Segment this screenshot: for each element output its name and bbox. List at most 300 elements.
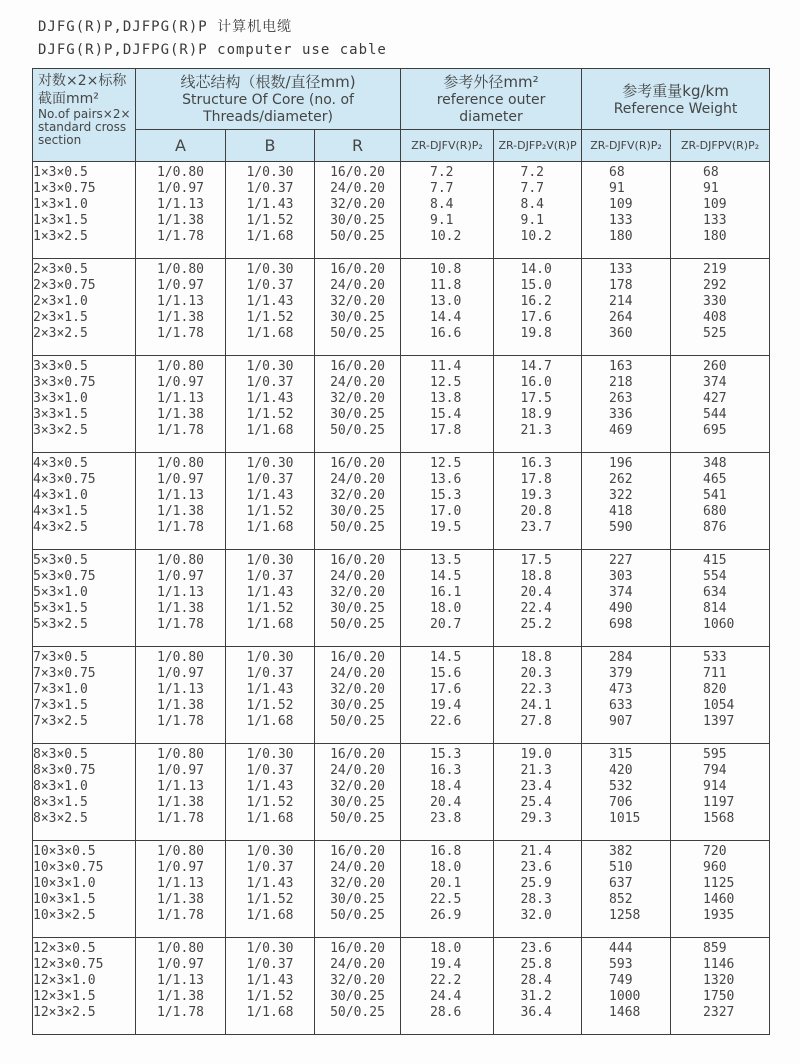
- outer-diameter-zr-djfp2vrp: [494, 811, 582, 841]
- core-structure-b: [226, 453, 315, 473]
- core-structure-a: [136, 744, 226, 764]
- weight-zr-djfpvrp2: [671, 375, 770, 391]
- cell-value: 1125: [703, 876, 735, 891]
- cell-value: 1/1.68: [246, 229, 294, 244]
- outer-diameter-zr-djfvrp2: [401, 294, 494, 310]
- header-core-structure: [136, 69, 401, 130]
- outer-diameter-zr-djfp2vrp: [494, 795, 582, 811]
- core-structure-a: [136, 310, 226, 326]
- weight-zr-djfvrp2: [582, 472, 671, 488]
- cell-value: 1/0.30: [246, 941, 294, 956]
- cell-value: 1/0.97: [157, 860, 204, 875]
- outer-diameter-zr-djfvrp2: [401, 617, 494, 647]
- cell-value: 1/1.43: [246, 294, 294, 309]
- cell-value: 20.8: [520, 504, 552, 519]
- cell-value: 109: [703, 197, 727, 212]
- cell-value: 14.7: [520, 359, 552, 374]
- pairs-spec: 2×3×0.5: [33, 259, 136, 279]
- cell-value: 1/0.30: [246, 165, 294, 180]
- weight-zr-djfvrp2: [582, 957, 671, 973]
- cell-value: 16.3: [430, 763, 462, 778]
- weight-zr-djfvrp2: [582, 973, 671, 989]
- cell-value: 418: [609, 504, 633, 519]
- outer-diameter-zr-djfvrp2: [401, 682, 494, 698]
- cell-value: 16/0.20: [330, 650, 385, 665]
- pairs-spec: 4×3×0.75: [33, 472, 136, 488]
- core-structure-a: [136, 197, 226, 213]
- weight-zr-djfvrp2: [582, 763, 671, 779]
- weight-zr-djfpvrp2: [671, 989, 770, 1005]
- core-structure-r: [315, 259, 401, 279]
- core-structure-b: [226, 294, 315, 310]
- outer-diameter-zr-djfp2vrp: [494, 892, 582, 908]
- cell-value: 1/1.78: [157, 811, 204, 826]
- cell-value: 1060: [703, 617, 735, 632]
- cell-value: 14.0: [520, 262, 552, 277]
- outer-diameter-zr-djfvrp2: [401, 744, 494, 764]
- core-structure-b: [226, 841, 315, 861]
- cell-value: 292: [703, 278, 727, 293]
- weight-zr-djfvrp2: [582, 647, 671, 667]
- core-structure-r: [315, 550, 401, 570]
- cell-value: 16.0: [520, 375, 552, 390]
- cell-value: 15.6: [430, 666, 462, 681]
- cell-value: 1/1.68: [246, 811, 294, 826]
- cell-value: 12.5: [430, 375, 462, 390]
- core-structure-a: [136, 375, 226, 391]
- table-row: [33, 504, 770, 520]
- outer-diameter-zr-djfvrp2: [401, 860, 494, 876]
- cell-value: 1/1.38: [157, 698, 204, 713]
- outer-diameter-zr-djfvrp2: [401, 779, 494, 795]
- cell-value: 720: [703, 844, 727, 859]
- header-weight-en: Reference Weight: [613, 100, 738, 117]
- outer-diameter-zr-djfp2vrp: [494, 938, 582, 958]
- cell-value: 17.5: [520, 553, 552, 568]
- cell-value: 544: [703, 407, 727, 422]
- cell-value: 532: [609, 779, 633, 794]
- cell-value: 24/0.20: [330, 763, 385, 778]
- cell-value: 29.3: [520, 811, 552, 826]
- table-row: [33, 375, 770, 391]
- cell-value: 1/1.43: [246, 197, 294, 212]
- cell-value: 315: [609, 747, 633, 762]
- cell-value: 91: [609, 181, 625, 196]
- cell-value: 1/1.68: [246, 326, 294, 341]
- cell-value: 7.2: [520, 165, 545, 180]
- core-structure-a: [136, 811, 226, 841]
- pairs-spec: 8×3×0.5: [33, 744, 136, 764]
- cell-value: 50/0.25: [330, 811, 385, 826]
- weight-zr-djfpvrp2: [671, 698, 770, 714]
- outer-diameter-zr-djfvrp2: [401, 356, 494, 376]
- core-structure-r: [315, 666, 401, 682]
- table-row: [33, 647, 770, 667]
- cell-value: 263: [609, 391, 633, 406]
- core-structure-a: [136, 229, 226, 259]
- cell-value: 1/0.80: [157, 650, 204, 665]
- outer-diameter-zr-djfvrp2: [401, 181, 494, 197]
- cell-value: 23.8: [430, 811, 462, 826]
- pairs-spec: 12×3×0.75: [33, 957, 136, 973]
- weight-zr-djfvrp2: [582, 259, 671, 279]
- cell-value: 322: [609, 488, 633, 503]
- cell-value: 444: [609, 941, 633, 956]
- weight-zr-djfvrp2: [582, 520, 671, 550]
- cell-value: 8.4: [430, 197, 454, 212]
- cell-value: 1/1.68: [246, 908, 294, 923]
- cell-value: 1/1.52: [246, 310, 294, 325]
- core-structure-a: [136, 682, 226, 698]
- cable-spec-table: [32, 68, 770, 1035]
- cell-value: 1/0.97: [157, 569, 204, 584]
- outer-diameter-zr-djfvrp2: [401, 453, 494, 473]
- core-structure-b: [226, 310, 315, 326]
- cell-value: 8.4: [520, 197, 545, 212]
- cell-value: 473: [609, 682, 633, 697]
- cell-value: 19.4: [430, 698, 462, 713]
- weight-zr-djfvrp2: [582, 908, 671, 938]
- header-reference-weight: [582, 69, 770, 130]
- weight-zr-djfpvrp2: [671, 860, 770, 876]
- outer-diameter-zr-djfvrp2: [401, 472, 494, 488]
- weight-zr-djfvrp2: [582, 892, 671, 908]
- pairs-spec: 10×3×0.75: [33, 860, 136, 876]
- core-structure-r: [315, 229, 401, 259]
- outer-diameter-zr-djfvrp2: [401, 811, 494, 841]
- cell-value: 30/0.25: [330, 989, 385, 1004]
- cell-value: 180: [703, 229, 727, 244]
- outer-diameter-zr-djfp2vrp: [494, 841, 582, 861]
- cell-value: 32/0.20: [330, 391, 385, 406]
- outer-diameter-zr-djfvrp2: [401, 375, 494, 391]
- pairs-spec: 3×3×2.5: [33, 423, 136, 453]
- core-structure-b: [226, 472, 315, 488]
- cell-value: 24/0.20: [330, 569, 385, 584]
- cell-value: 30/0.25: [330, 795, 385, 810]
- pairs-spec: 1×3×1.0: [33, 197, 136, 213]
- outer-diameter-zr-djfp2vrp: [494, 617, 582, 647]
- weight-zr-djfvrp2: [582, 375, 671, 391]
- weight-zr-djfvrp2: [582, 698, 671, 714]
- weight-zr-djfvrp2: [582, 617, 671, 647]
- row-group: [33, 744, 770, 841]
- cell-value: 1935: [703, 908, 735, 923]
- weight-zr-djfpvrp2: [671, 488, 770, 504]
- pairs-spec: 5×3×2.5: [33, 617, 136, 647]
- weight-zr-djfpvrp2: [671, 908, 770, 938]
- core-structure-b: [226, 407, 315, 423]
- pairs-spec: 10×3×2.5: [33, 908, 136, 938]
- weight-zr-djfpvrp2: [671, 550, 770, 570]
- core-structure-a: [136, 453, 226, 473]
- weight-zr-djfpvrp2: [671, 617, 770, 647]
- cell-value: 1/1.38: [157, 892, 204, 907]
- cell-value: 1/1.13: [157, 391, 204, 406]
- cell-value: 284: [609, 650, 633, 665]
- cell-value: 91: [703, 181, 719, 196]
- cell-value: 24/0.20: [330, 666, 385, 681]
- weight-zr-djfpvrp2: [671, 666, 770, 682]
- cell-value: 15.0: [520, 278, 552, 293]
- outer-diameter-zr-djfp2vrp: [494, 550, 582, 570]
- weight-zr-djfvrp2: [582, 841, 671, 861]
- table-row: [33, 326, 770, 356]
- cell-value: 16/0.20: [330, 456, 385, 471]
- cell-value: 1/0.80: [157, 456, 204, 471]
- outer-diameter-zr-djfp2vrp: [494, 278, 582, 294]
- pairs-spec: 12×3×1.5: [33, 989, 136, 1005]
- cell-value: 1/1.52: [246, 407, 294, 422]
- core-structure-a: [136, 892, 226, 908]
- cell-value: 420: [609, 763, 633, 778]
- cell-value: 465: [703, 472, 727, 487]
- cell-value: 525: [703, 326, 727, 341]
- weight-zr-djfvrp2: [582, 162, 671, 182]
- table-row: [33, 860, 770, 876]
- cell-value: 262: [609, 472, 633, 487]
- cell-value: 180: [609, 229, 633, 244]
- cell-value: 1/1.13: [157, 682, 204, 697]
- pairs-spec: 5×3×1.0: [33, 585, 136, 601]
- core-structure-a: [136, 356, 226, 376]
- pairs-spec: 4×3×1.0: [33, 488, 136, 504]
- cell-value: 178: [609, 278, 633, 293]
- cell-value: 1/1.43: [246, 973, 294, 988]
- core-structure-a: [136, 957, 226, 973]
- core-structure-a: [136, 617, 226, 647]
- pairs-spec: 3×3×0.75: [33, 375, 136, 391]
- cell-value: 16/0.20: [330, 262, 385, 277]
- cell-value: 11.4: [430, 359, 462, 374]
- core-structure-r: [315, 957, 401, 973]
- weight-zr-djfpvrp2: [671, 294, 770, 310]
- cell-value: 18.0: [430, 941, 462, 956]
- cell-value: 7.7: [430, 181, 454, 196]
- cell-value: 219: [703, 262, 727, 277]
- cell-value: 24/0.20: [330, 278, 385, 293]
- core-structure-b: [226, 259, 315, 279]
- weight-zr-djfvrp2: [582, 213, 671, 229]
- cell-value: 2327: [703, 1005, 735, 1020]
- cell-value: 13.6: [430, 472, 462, 487]
- row-group: [33, 841, 770, 938]
- core-structure-b: [226, 714, 315, 744]
- row-group: [33, 356, 770, 453]
- pairs-spec: 7×3×0.75: [33, 666, 136, 682]
- core-structure-b: [226, 391, 315, 407]
- cell-value: 14.5: [430, 569, 462, 584]
- outer-diameter-zr-djfvrp2: [401, 1005, 494, 1035]
- cell-value: 382: [609, 844, 633, 859]
- outer-diameter-zr-djfvrp2: [401, 197, 494, 213]
- cell-value: 24.1: [520, 698, 552, 713]
- cell-value: 1/0.80: [157, 844, 204, 859]
- cell-value: 914: [703, 779, 727, 794]
- cell-value: 1/0.80: [157, 941, 204, 956]
- cell-value: 1/0.80: [157, 553, 204, 568]
- core-structure-b: [226, 585, 315, 601]
- core-structure-r: [315, 520, 401, 550]
- outer-diameter-zr-djfp2vrp: [494, 876, 582, 892]
- header-diameter-en: reference outer diameter: [436, 92, 546, 125]
- cell-value: 1/0.30: [246, 262, 294, 277]
- core-structure-b: [226, 520, 315, 550]
- cell-value: 590: [609, 520, 633, 535]
- cell-value: 408: [703, 310, 727, 325]
- cell-value: 50/0.25: [330, 229, 385, 244]
- core-structure-a: [136, 647, 226, 667]
- cell-value: 28.4: [520, 973, 552, 988]
- pairs-spec: 4×3×0.5: [33, 453, 136, 473]
- weight-zr-djfpvrp2: [671, 957, 770, 973]
- cell-value: 218: [609, 375, 633, 390]
- cell-value: 1/1.13: [157, 973, 204, 988]
- cell-value: 695: [703, 423, 727, 438]
- cell-value: 23.7: [520, 520, 552, 535]
- core-structure-a: [136, 795, 226, 811]
- outer-diameter-zr-djfp2vrp: [494, 423, 582, 453]
- cell-value: 1/1.78: [157, 229, 204, 244]
- table-row: [33, 763, 770, 779]
- outer-diameter-zr-djfp2vrp: [494, 356, 582, 376]
- cell-value: 1320: [703, 973, 735, 988]
- cell-value: 109: [609, 197, 633, 212]
- cell-value: 21.4: [520, 844, 552, 859]
- outer-diameter-zr-djfp2vrp: [494, 391, 582, 407]
- cell-value: 1/0.37: [246, 375, 294, 390]
- weight-zr-djfpvrp2: [671, 453, 770, 473]
- cell-value: 32/0.20: [330, 876, 385, 891]
- core-structure-r: [315, 908, 401, 938]
- outer-diameter-zr-djfvrp2: [401, 520, 494, 550]
- core-structure-b: [226, 326, 315, 356]
- cell-value: 260: [703, 359, 727, 374]
- cell-value: 16.1: [430, 585, 462, 600]
- outer-diameter-zr-djfp2vrp: [494, 779, 582, 795]
- cell-value: 1/1.13: [157, 585, 204, 600]
- core-structure-b: [226, 550, 315, 570]
- outer-diameter-zr-djfp2vrp: [494, 714, 582, 744]
- pairs-spec: 4×3×1.5: [33, 504, 136, 520]
- cell-value: 1/0.97: [157, 278, 204, 293]
- header-diameter-zh: 参考外径mm²: [443, 73, 539, 91]
- core-structure-a: [136, 601, 226, 617]
- cell-value: 1/1.52: [246, 892, 294, 907]
- pairs-spec: 10×3×1.5: [33, 892, 136, 908]
- cell-value: 227: [609, 553, 633, 568]
- table-row: [33, 472, 770, 488]
- cell-value: 25.4: [520, 795, 552, 810]
- cell-value: 16/0.20: [330, 844, 385, 859]
- pairs-spec: 2×3×1.0: [33, 294, 136, 310]
- core-structure-r: [315, 698, 401, 714]
- outer-diameter-zr-djfvrp2: [401, 795, 494, 811]
- core-structure-b: [226, 698, 315, 714]
- outer-diameter-zr-djfp2vrp: [494, 601, 582, 617]
- outer-diameter-zr-djfvrp2: [401, 957, 494, 973]
- cell-value: 22.5: [430, 892, 462, 907]
- cell-value: 1568: [703, 811, 735, 826]
- weight-zr-djfvrp2: [582, 1005, 671, 1035]
- core-structure-a: [136, 938, 226, 958]
- cell-value: 374: [609, 585, 633, 600]
- core-structure-a: [136, 876, 226, 892]
- weight-zr-djfvrp2: [582, 197, 671, 213]
- outer-diameter-zr-djfvrp2: [401, 423, 494, 453]
- cell-value: 13.8: [430, 391, 462, 406]
- core-structure-a: [136, 278, 226, 294]
- core-structure-b: [226, 278, 315, 294]
- cell-value: 15.4: [430, 407, 462, 422]
- cell-value: 20.4: [520, 585, 552, 600]
- pairs-spec: 7×3×1.0: [33, 682, 136, 698]
- outer-diameter-zr-djfp2vrp: [494, 585, 582, 601]
- cell-value: 1/0.80: [157, 359, 204, 374]
- core-structure-a: [136, 585, 226, 601]
- cell-value: 31.2: [520, 989, 552, 1004]
- outer-diameter-zr-djfp2vrp: [494, 763, 582, 779]
- table-row: [33, 407, 770, 423]
- weight-zr-djfpvrp2: [671, 714, 770, 744]
- cell-value: 32/0.20: [330, 779, 385, 794]
- table-row: [33, 714, 770, 744]
- cell-value: 50/0.25: [330, 617, 385, 632]
- cell-value: 1/1.13: [157, 779, 204, 794]
- cell-value: 50/0.25: [330, 326, 385, 341]
- header-pairs-zh: 对数×2×标称截面mm²: [38, 73, 127, 107]
- weight-zr-djfvrp2: [582, 356, 671, 376]
- cell-value: 32/0.20: [330, 973, 385, 988]
- cell-value: 32/0.20: [330, 682, 385, 697]
- outer-diameter-zr-djfp2vrp: [494, 453, 582, 473]
- cell-value: 1/1.68: [246, 714, 294, 729]
- weight-zr-djfvrp2: [582, 938, 671, 958]
- table-row: [33, 1005, 770, 1035]
- cell-value: 30/0.25: [330, 698, 385, 713]
- table-row: [33, 666, 770, 682]
- pairs-spec: 12×3×0.5: [33, 938, 136, 958]
- core-structure-r: [315, 278, 401, 294]
- cell-value: 379: [609, 666, 633, 681]
- core-structure-b: [226, 779, 315, 795]
- cell-value: 24/0.20: [330, 375, 385, 390]
- cell-value: 1/0.30: [246, 844, 294, 859]
- cell-value: 10.2: [520, 229, 552, 244]
- weight-zr-djfvrp2: [582, 666, 671, 682]
- cell-value: 133: [609, 262, 633, 277]
- cell-value: 1/0.80: [157, 165, 204, 180]
- table-row: [33, 197, 770, 213]
- core-structure-b: [226, 973, 315, 989]
- weight-zr-djfvrp2: [582, 795, 671, 811]
- core-structure-r: [315, 714, 401, 744]
- table-row: [33, 181, 770, 197]
- cell-value: 21.3: [520, 423, 552, 438]
- core-structure-r: [315, 375, 401, 391]
- outer-diameter-zr-djfvrp2: [401, 259, 494, 279]
- core-structure-r: [315, 356, 401, 376]
- weight-zr-djfvrp2: [582, 860, 671, 876]
- cell-value: 32/0.20: [330, 488, 385, 503]
- cell-value: 24/0.20: [330, 181, 385, 196]
- cell-value: 18.8: [520, 650, 552, 665]
- core-structure-a: [136, 779, 226, 795]
- cell-value: 16.8: [430, 844, 462, 859]
- cell-value: 28.6: [430, 1005, 462, 1020]
- cell-value: 374: [703, 375, 727, 390]
- cell-value: 595: [703, 747, 727, 762]
